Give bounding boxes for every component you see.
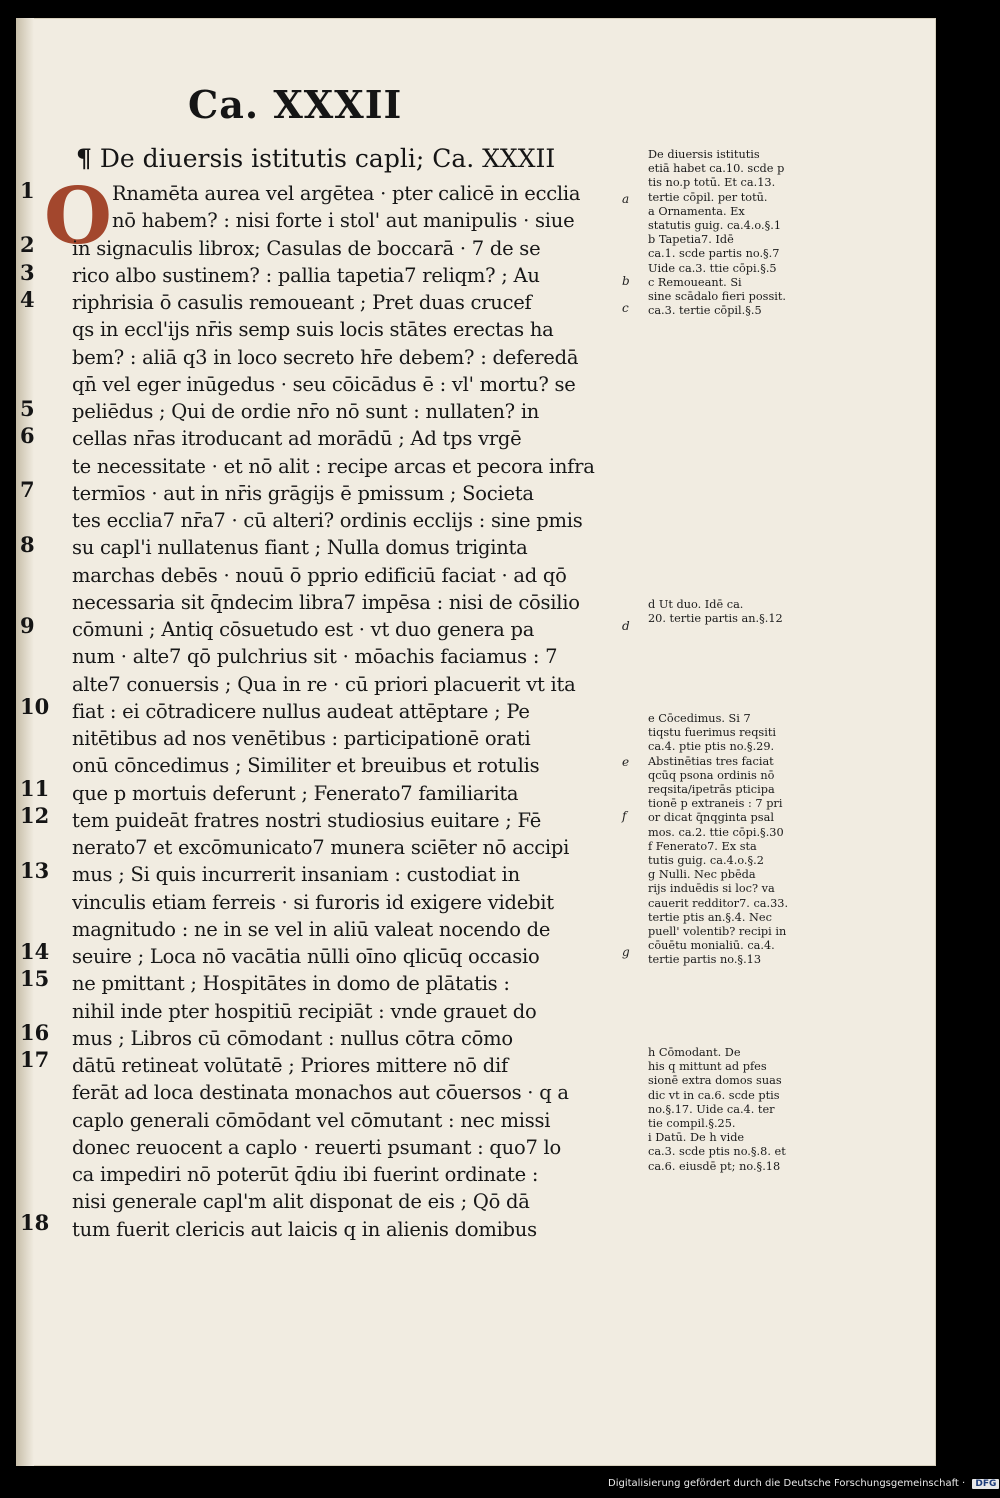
reference-mark: c [622,301,629,315]
line-number: 7 [20,477,35,502]
note-line: d Ut duo. Idē ca. [648,598,744,611]
note-line: tie compil.§.25. [648,1117,736,1131]
line-number: 1 [20,178,35,203]
note-line: ca.1. scde partis no.§.7 [648,247,780,261]
note-line: g Nulli. Nec pbēda [648,868,756,882]
reference-mark: f [622,809,627,823]
note-line: tutis guig. ca.4.o.§.2 [648,854,764,868]
note-line: mos. ca.2. ttie cōpi.§.30 [648,825,784,839]
reference-mark: b [622,274,630,288]
note-line: sionē extra domos suas [648,1074,782,1088]
line-number: 9 [20,613,35,638]
line-number: 3 [20,260,35,285]
note-line: ca.3. tertie cōpil.§.5 [648,304,762,318]
text-line: nihil inde pter hospitiū recipiāt : vnde grauet do [72,999,537,1023]
line-number: 16 [20,1020,50,1045]
marginal-note [648,712,828,968]
text-line: seuire ; Loca nō vacātia nūlli oīno qlicūq occasio [72,945,540,968]
marginal-note [648,148,828,318]
note-line: ca.4. ptie ptis no.§.29. [648,740,775,754]
note-line: dic vt in ca.6. scde ptis [648,1088,780,1102]
text-line: qs in eccl'ijs nr̄is semp suis locis stātes erectas ha [72,318,554,342]
text-line: cōmuni ; Antiq cōsuetudo est · vt duo genera pa [72,618,535,641]
note-line: reqsita/ipetrās pticipa [648,783,775,797]
line-number: 18 [20,1210,50,1235]
digitization-footer [608,1478,999,1489]
text-line: num · alte7 qō pulchrius sit · mōachis faciamus : 7 [72,645,558,669]
text-line: ferāt ad loca destinata monachos aut cōuersos · q a [72,1081,569,1105]
note-line: e Cōcedimus. Si 7 [648,712,751,725]
text-line: necessaria sit q̄ndecim libra7 impēsa : nisi de cōsilio [72,590,580,614]
line-number: 17 [20,1047,50,1072]
reference-mark: a [622,192,630,206]
text-line: nerato7 et excōmunicato7 munera sciēter nō accipi [72,836,570,859]
text-line: termīos · aut in nr̄is grāgijs ē pmissum ; Societa [72,481,534,505]
text-line: vinculis etiam ferreis · si furoris id exigere videbit [72,890,554,914]
page-heading: Ca. XXXII [188,82,403,127]
line-number: 11 [20,776,50,801]
note-line: rijs induēdis si loc? va [648,882,775,896]
note-line: ca.6. eiusdē pt; no.§.18 [648,1159,781,1173]
note-line: tis no.p totū. Et ca.13. [648,176,776,190]
note-line: sine scādalo fieri possit. [648,290,786,304]
note-line: puell' volentib? recipi in [648,925,787,939]
reference-mark: d [622,619,630,633]
note-line: Uide ca.3. ttie cōpi.§.5 [648,261,777,275]
text-line: mus ; Si quis incurrerit insaniam : custodiat in [72,863,520,887]
text-line: mus ; Libros cū cōmodant : nullus cōtra cōmo [72,1026,513,1050]
text-line: donec reuocent a caplo · reuerti psumant : quo7 lo [72,1135,562,1159]
text-line: magnitudo : ne in se vel in aliū valeat nocendo de [72,917,551,941]
text-line: que p mortuis deferunt ; Fenerato7 familiarita [72,781,519,805]
footer-text: Digitalisierung gefördert durch die Deutsche Forschungsgemeinschaft · [608,1478,966,1489]
text-line: tes ecclia7 nr̄a7 · cū alteri? ordinis ecclijs : sine pmis [72,509,583,532]
reference-mark: e [622,755,630,769]
text-line: alte7 conuersis ; Qua in re · cū priori placuerit vt ita [72,672,576,696]
text-line: tum fuerit clericis aut laicis q in alienis domibus [72,1217,537,1241]
note-line: his q mittunt ad pfes [648,1060,767,1074]
note-line: c Remoueant. Si [648,275,742,289]
chapter-title-text: De diuersis istitutis capli; Ca. XXXII [99,144,556,173]
line-number: 6 [20,423,35,448]
note-line: statutis guig. ca.4.o.§.1 [648,219,782,233]
line-number: 10 [20,694,50,719]
note-line: h Cōmodant. De [648,1046,741,1059]
paragraph-mark-icon: ¶ [76,144,92,173]
note-line: a Ornamenta. Ex [648,204,745,218]
text-line: riphrisia ō casulis remoueant ; Pret duas crucef [72,291,532,314]
decorated-initial: O [44,171,112,262]
note-line: 20. tertie partis an.§.12 [648,612,783,626]
note-line: De diuersis istitutis [648,148,760,161]
marginal-note [648,1046,828,1174]
note-line: ca.3. scde ptis no.§.8. et [648,1145,786,1159]
line-number: 8 [20,532,35,557]
reference-mark: g [622,945,630,959]
note-line: f Fenerato7. Ex sta [648,839,757,853]
marginal-note [648,598,828,626]
note-line: i Datū. De h vide [648,1131,745,1145]
text-line: in signaculis librox; Casulas de boccarā · 7 de se [72,236,541,260]
text-line: ne pmittant ; Hospitātes in domo de plātatis : [72,972,510,996]
note-line: tiqstu fuerimus reqsiti [648,726,777,740]
text-line: nitētibus ad nos venētibus : participationē orati [72,727,531,750]
text-line: Rnamēta aurea vel argētea · pter calicē in ecclia [112,182,581,205]
note-line: no.§.17. Uide ca.4. ter [648,1102,775,1116]
line-number: 13 [20,858,50,883]
text-line: caplo generali cōmōdant vel cōmutant : nec missi [72,1108,551,1132]
document-page [16,18,936,1466]
note-line: b Tapetia7. Idē [648,233,734,247]
text-line: bem? : aliā q3 in loco secreto hr̄e debem? : deferedā [72,345,579,369]
note-line: cōuētu monialiū. ca.4. [648,939,775,953]
text-line: marchas debēs · nouū ō pprio edificiū faciat · ad qō [72,563,567,587]
note-line: etiā habet ca.10. scde p [648,162,785,176]
text-line: su capl'i nullatenus fiant ; Nulla domus triginta [72,536,528,560]
note-line: cauerit redditor7. ca.33. [648,896,789,910]
line-number: 15 [20,966,50,991]
text-line: qn̄ vel eger inūgedus · seu cōicādus ē : vl' mortu? se [72,372,576,396]
dfg-logo: DFG [972,1479,999,1489]
text-line: te necessitate · et nō alit : recipe arcas et pecora infra [72,454,595,478]
note-line: tionē p extraneis : 7 pri [648,797,783,811]
text-line: peliēdus ; Qui de ordie nr̄o nō sunt : nullaten? in [72,400,540,423]
line-number: 14 [20,939,50,964]
note-line: or dicat q̄nqginta psal [648,811,774,825]
line-number: 2 [20,232,35,257]
text-line: fiat : ei cōtradicere nullus audeat attēptare ; Pe [72,699,530,723]
main-text-column [72,180,617,1243]
note-line: qcūq psona ordinis nō [648,768,775,782]
text-line: dātū retineat volūtatē ; Priores mittere nō dif [72,1054,508,1077]
line-number: 4 [20,287,35,312]
text-line: ca impediri nō poterūt q̄diu ibi fuerint ordinate : [72,1163,539,1186]
line-number: 5 [20,396,35,421]
note-line: Abstinētias tres faciat [648,754,774,768]
text-line: tem puideāt fratres nostri studiosius euitare ; Fē [72,808,541,832]
note-line: tertie cōpil. per totū. [648,190,768,204]
line-number: 12 [20,803,50,828]
text-line: rico albo sustinem? : pallia tapetia7 reliqm? ; Au [72,263,540,287]
text-line: nō habem? : nisi forte i stol' aut manipulis · siue [112,209,575,233]
note-line: tertie partis no.§.13 [648,953,762,967]
text-line: onū cōncedimus ; Similiter et breuibus et rotulis [72,754,540,778]
note-line: tertie ptis an.§.4. Nec [648,910,772,924]
text-line: nisi generale capl'm alit disponat de eis ; Qō dā [72,1190,530,1214]
chapter-title [76,144,555,173]
text-line: cellas nr̄as itroducant ad morādū ; Ad tps vrgē [72,427,522,451]
